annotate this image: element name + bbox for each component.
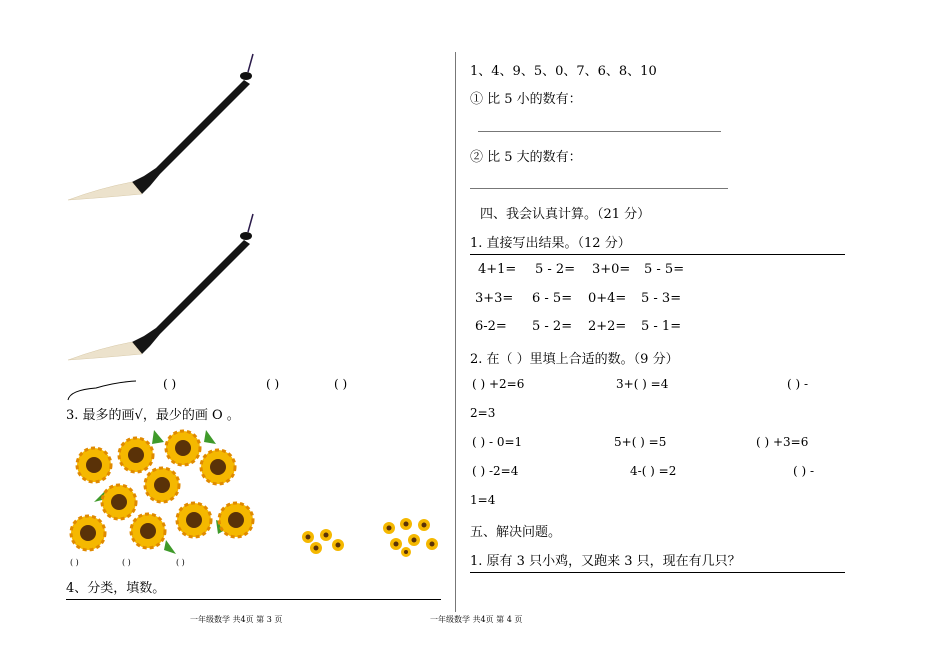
fill-item[interactable]: 5+( ) =5	[614, 435, 667, 449]
question-greater-than-5: ② 比 5 大的数有：	[470, 150, 582, 165]
answer-line-less[interactable]	[478, 131, 721, 132]
section-rule	[470, 572, 845, 573]
section-5-heading: 五、解决问题。	[470, 525, 562, 540]
sunflower-icon	[219, 503, 253, 537]
sunflower-icon	[119, 438, 153, 472]
answer-line-greater[interactable]	[470, 188, 728, 189]
fill-item[interactable]: ( ) -	[793, 464, 815, 478]
answer-paren-3[interactable]: ( )	[334, 377, 348, 391]
fill-item-wrap: 1=4	[470, 493, 496, 507]
calc-item: 6 - 5=	[532, 291, 573, 306]
right-footer: 一年级数学 共4页 第 4 页	[430, 615, 523, 624]
answer-paren-2[interactable]: ( )	[266, 377, 280, 391]
calc-item: 5 - 1=	[641, 319, 682, 334]
small-paren-1[interactable]: ( )	[70, 558, 79, 567]
sub-question-2: 2. 在（ ）里填上合适的数。（9 分）	[470, 352, 679, 367]
sunflower-icon	[166, 431, 200, 465]
word-problem-1: 1. 原有 3 只小鸡，又跑来 3 只，现在有几只？	[470, 554, 741, 569]
answer-paren-1[interactable]: ( )	[163, 377, 177, 391]
sunflower-icon	[102, 485, 136, 519]
calc-item: 0+4=	[588, 291, 627, 306]
section-rule	[470, 254, 845, 255]
page-divider	[455, 52, 456, 612]
calc-item: 4+1=	[478, 262, 517, 277]
number-list: 1、4、9、5、0、7、6、8、10	[470, 64, 657, 79]
section-4-heading: 四、我会认真计算。（21 分）	[480, 207, 651, 222]
calc-item: 5 - 5=	[644, 262, 685, 277]
calligraphy-brush-icon	[60, 210, 260, 370]
fill-item-wrap: 2=3	[470, 406, 496, 420]
question-4: 4、分类，填数。	[66, 581, 166, 596]
sunflower-icon	[71, 516, 105, 550]
calc-item: 5 - 3=	[641, 291, 682, 306]
fill-item[interactable]: ( ) +2=6	[472, 377, 525, 391]
left-footer: 一年级数学 共4页 第 3 页	[190, 615, 283, 624]
small-paren-3[interactable]: ( )	[176, 558, 185, 567]
sunflower-icon	[131, 514, 165, 548]
brush-stroke-curve	[66, 378, 146, 403]
sunflower-group-large	[66, 430, 256, 555]
fill-item[interactable]: 3+( ) =4	[616, 377, 669, 391]
calc-item: 2+2=	[588, 319, 627, 334]
calligraphy-brush-icon	[60, 50, 260, 210]
question-less-than-5: ① 比 5 小的数有：	[470, 92, 582, 107]
calc-item: 3+0=	[592, 262, 631, 277]
calc-item: 5 - 2=	[535, 262, 576, 277]
fill-item[interactable]: ( ) +3=6	[756, 435, 809, 449]
fill-item[interactable]: 4-( ) =2	[630, 464, 677, 478]
sunflower-group-small-a	[298, 528, 348, 556]
sunflower-icon	[201, 450, 235, 484]
question-3: 3. 最多的画√，最少的画 O 。	[66, 408, 240, 423]
sunflower-icon	[77, 448, 111, 482]
fill-item[interactable]: ( ) -2=4	[472, 464, 519, 478]
calc-item: 3+3=	[475, 291, 514, 306]
answer-line	[66, 599, 441, 600]
sub-question-1: 1. 直接写出结果。（12 分）	[470, 236, 631, 251]
small-paren-2[interactable]: ( )	[122, 558, 131, 567]
fill-item[interactable]: ( ) -	[787, 377, 809, 391]
calc-item: 6-2=	[475, 319, 507, 334]
calc-item: 5 - 2=	[532, 319, 573, 334]
sunflower-group-small-b	[380, 516, 442, 556]
sunflower-icon	[145, 468, 179, 502]
sunflower-icon	[177, 503, 211, 537]
fill-item[interactable]: ( ) - 0=1	[472, 435, 523, 449]
